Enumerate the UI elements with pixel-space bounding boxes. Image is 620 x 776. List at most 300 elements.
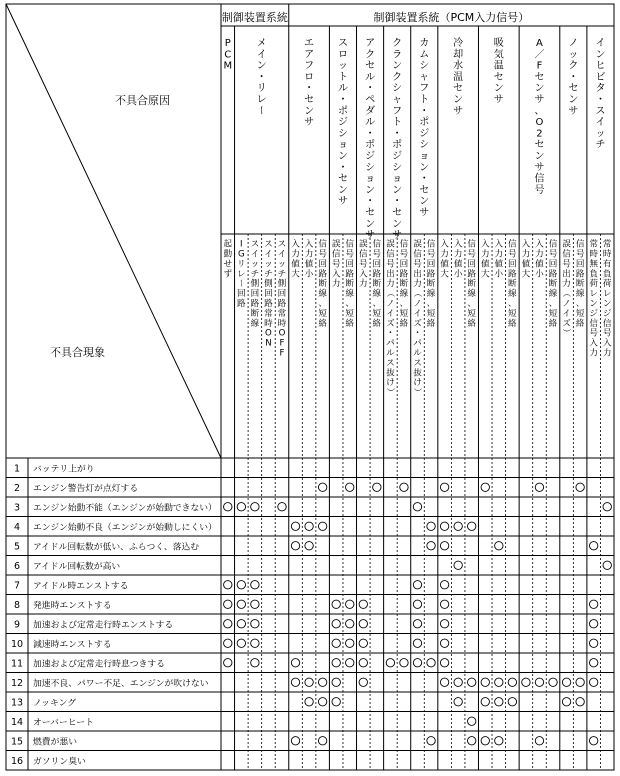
svg-text:時: 時 bbox=[264, 318, 273, 329]
row-phenomenon-label: エンジン始動不能（エンジンが始動できない） bbox=[33, 503, 217, 514]
svg-text:ト: ト bbox=[337, 71, 348, 83]
svg-text:路: 路 bbox=[345, 269, 355, 280]
mark-circle bbox=[468, 737, 476, 745]
svg-text:誤: 誤 bbox=[413, 239, 422, 250]
svg-text:サ: サ bbox=[365, 230, 376, 242]
svg-text:、: 、 bbox=[345, 299, 355, 309]
svg-text:サ: サ bbox=[534, 162, 545, 174]
svg-text:値: 値 bbox=[521, 259, 531, 270]
mark-circle bbox=[305, 678, 313, 686]
svg-text:断: 断 bbox=[548, 279, 558, 290]
svg-text:絡: 絡 bbox=[345, 318, 355, 329]
svg-text:ン: ン bbox=[304, 105, 315, 117]
svg-text:断: 断 bbox=[575, 279, 585, 290]
device-name-1 bbox=[255, 38, 267, 115]
svg-text:サ: サ bbox=[493, 94, 504, 106]
svg-text:線: 線 bbox=[575, 289, 585, 300]
svg-text:ズ: ズ bbox=[562, 318, 571, 329]
svg-text:入: 入 bbox=[494, 239, 504, 250]
mark-circle bbox=[549, 678, 557, 686]
svg-text:力: 力 bbox=[386, 279, 395, 290]
svg-text:号: 号 bbox=[345, 249, 355, 260]
svg-text:線: 線 bbox=[399, 289, 409, 300]
svg-text:O: O bbox=[265, 328, 272, 339]
svg-text:イ: イ bbox=[595, 38, 606, 49]
svg-text:入: 入 bbox=[589, 338, 598, 349]
svg-text:ラ: ラ bbox=[392, 49, 403, 61]
table-row bbox=[11, 677, 598, 689]
mark-circle bbox=[224, 600, 232, 608]
svg-text:値: 値 bbox=[304, 259, 314, 270]
mark-circle bbox=[454, 561, 462, 569]
svg-text:回: 回 bbox=[372, 259, 382, 270]
svg-text:線: 線 bbox=[426, 289, 436, 300]
row-number: 8 bbox=[13, 600, 21, 611]
svg-text:断: 断 bbox=[399, 279, 409, 290]
svg-text:断: 断 bbox=[467, 279, 477, 290]
svg-text:ン: ン bbox=[602, 299, 612, 309]
svg-text:ポ: ポ bbox=[337, 105, 348, 117]
mark-circle bbox=[386, 659, 394, 667]
svg-text:ル: ル bbox=[386, 348, 395, 359]
mark-circle bbox=[427, 542, 435, 550]
svg-text:シ: シ bbox=[392, 162, 403, 174]
svg-text:イ: イ bbox=[562, 308, 571, 319]
svg-text:2: 2 bbox=[536, 128, 543, 140]
cause-label-17 bbox=[454, 238, 463, 280]
svg-text:、: 、 bbox=[467, 299, 477, 309]
svg-text:絡: 絡 bbox=[548, 318, 558, 329]
svg-text:路: 路 bbox=[575, 269, 585, 280]
row-phenomenon-label: 加速不良、パワー不足、エンジンが吹けない bbox=[33, 679, 209, 689]
svg-text:シ: シ bbox=[419, 139, 430, 151]
device-name-7 bbox=[453, 36, 463, 117]
row-number: 1 bbox=[13, 463, 21, 475]
svg-text:断: 断 bbox=[318, 279, 327, 290]
svg-text:ョ: ョ bbox=[365, 173, 376, 185]
mark-circle bbox=[237, 581, 245, 589]
svg-text:・: ・ bbox=[568, 71, 579, 83]
svg-text:セ: セ bbox=[392, 207, 403, 219]
svg-text:絡: 絡 bbox=[508, 318, 517, 329]
mark-circle bbox=[278, 503, 286, 511]
mark-circle bbox=[413, 639, 421, 647]
mark-circle bbox=[495, 698, 503, 706]
svg-text:常: 常 bbox=[589, 239, 598, 250]
mark-circle bbox=[440, 600, 448, 608]
mark-circle bbox=[589, 678, 597, 686]
row-number: 14 bbox=[10, 717, 24, 728]
svg-text:ン: ン bbox=[419, 196, 430, 208]
svg-text:路: 路 bbox=[467, 269, 477, 280]
cause-label-18 bbox=[467, 238, 476, 329]
svg-text:小: 小 bbox=[535, 269, 544, 280]
svg-text:短: 短 bbox=[467, 308, 477, 319]
mark-circle bbox=[332, 600, 340, 608]
svg-text:セ: セ bbox=[419, 184, 430, 196]
svg-text:・: ・ bbox=[595, 94, 606, 106]
svg-text:大: 大 bbox=[521, 269, 531, 280]
svg-text:レ: レ bbox=[602, 289, 612, 300]
svg-text:エ: エ bbox=[304, 38, 315, 49]
svg-text:常: 常 bbox=[277, 308, 287, 319]
svg-text:側: 側 bbox=[250, 279, 260, 290]
svg-text:値: 値 bbox=[494, 259, 504, 270]
svg-text:ジ: ジ bbox=[602, 308, 612, 319]
mark-circle bbox=[427, 522, 435, 530]
svg-text:号: 号 bbox=[589, 328, 598, 339]
row-phenomenon-label: 加速および定常走行時エンストする bbox=[33, 620, 174, 631]
svg-text:サ: サ bbox=[568, 105, 579, 117]
svg-text:短: 短 bbox=[318, 308, 327, 319]
svg-text:（: （ bbox=[411, 288, 422, 298]
mark-circle bbox=[589, 639, 597, 647]
svg-text:ス: ス bbox=[250, 239, 260, 250]
svg-text:短: 短 bbox=[575, 308, 585, 319]
svg-text:線: 線 bbox=[467, 289, 477, 300]
svg-text:ン: ン bbox=[568, 94, 579, 106]
svg-text:ン: ン bbox=[392, 60, 403, 72]
svg-text:号: 号 bbox=[386, 259, 395, 270]
svg-text:ず: ず bbox=[223, 269, 233, 280]
svg-text:常: 常 bbox=[264, 308, 273, 319]
svg-text:信: 信 bbox=[372, 239, 382, 250]
table-row bbox=[11, 698, 584, 709]
svg-text:け: け bbox=[413, 378, 422, 389]
svg-text:ノ: ノ bbox=[562, 299, 571, 309]
mark-circle bbox=[440, 639, 448, 647]
svg-text:回: 回 bbox=[399, 259, 409, 270]
svg-text:ン: ン bbox=[337, 184, 348, 196]
mark-circle bbox=[224, 620, 232, 628]
table-row bbox=[11, 658, 598, 670]
cause-label-19 bbox=[481, 238, 490, 280]
cause-label-27 bbox=[589, 238, 599, 359]
svg-text:路: 路 bbox=[426, 269, 436, 280]
cause-label-0 bbox=[223, 238, 232, 280]
svg-text:ト: ト bbox=[419, 94, 430, 106]
mark-circle bbox=[589, 659, 597, 667]
svg-text:フ: フ bbox=[304, 60, 315, 72]
svg-text:ア: ア bbox=[304, 49, 315, 61]
svg-text:）: ） bbox=[560, 328, 571, 337]
mark-circle bbox=[224, 659, 232, 667]
svg-text:、: 、 bbox=[548, 299, 558, 309]
svg-text:値: 値 bbox=[291, 259, 300, 270]
svg-text:フ: フ bbox=[419, 83, 430, 95]
svg-text:小: 小 bbox=[453, 269, 463, 280]
svg-text:常: 常 bbox=[602, 239, 612, 250]
mark-circle bbox=[291, 737, 299, 745]
svg-text:時: 時 bbox=[589, 249, 598, 260]
svg-text:ペ: ペ bbox=[365, 94, 376, 106]
svg-text:セ: セ bbox=[365, 60, 376, 72]
row-phenomenon-label: 減速時エンストする bbox=[33, 640, 112, 650]
svg-text:ッ: ッ bbox=[337, 60, 348, 72]
svg-text:イ: イ bbox=[386, 308, 395, 319]
svg-text:、: 、 bbox=[318, 299, 327, 309]
svg-text:（: （ bbox=[384, 288, 395, 298]
svg-text:絡: 絡 bbox=[426, 318, 436, 329]
mark-circle bbox=[305, 522, 313, 530]
svg-text:力: 力 bbox=[413, 279, 422, 290]
svg-text:サ: サ bbox=[392, 230, 403, 242]
svg-text:力: 力 bbox=[358, 279, 368, 290]
svg-text:信: 信 bbox=[399, 239, 409, 250]
svg-text:ル: ル bbox=[413, 348, 422, 359]
svg-text:入: 入 bbox=[440, 239, 449, 250]
svg-text:路: 路 bbox=[277, 299, 287, 309]
device-name-9 bbox=[534, 38, 544, 196]
svg-text:時: 時 bbox=[277, 318, 287, 329]
svg-text:線: 線 bbox=[318, 289, 327, 300]
svg-text:力: 力 bbox=[535, 249, 544, 260]
svg-text:絡: 絡 bbox=[372, 318, 382, 329]
table-row bbox=[14, 482, 584, 494]
svg-text:・: ・ bbox=[337, 94, 348, 106]
mark-circle bbox=[440, 522, 448, 530]
mark-circle bbox=[413, 659, 421, 667]
svg-text:側: 側 bbox=[277, 279, 287, 290]
svg-text:短: 短 bbox=[372, 308, 382, 319]
mark-circle bbox=[440, 542, 448, 550]
row-number: 6 bbox=[13, 561, 21, 572]
mark-circle bbox=[318, 678, 326, 686]
svg-text:・: ・ bbox=[337, 162, 348, 174]
svg-text:値: 値 bbox=[535, 259, 544, 270]
svg-text:抜: 抜 bbox=[413, 368, 422, 379]
svg-text:ス: ス bbox=[264, 239, 273, 250]
svg-text:回: 回 bbox=[237, 289, 246, 300]
mark-circle bbox=[495, 678, 503, 686]
row-phenomenon-label: ガソリン臭い bbox=[33, 757, 86, 767]
svg-text:レ: レ bbox=[256, 94, 267, 106]
svg-text:チ: チ bbox=[277, 269, 287, 280]
svg-text:入: 入 bbox=[535, 239, 544, 250]
svg-text:パ: パ bbox=[386, 338, 395, 349]
table-row bbox=[14, 463, 95, 475]
svg-text:回: 回 bbox=[277, 289, 287, 300]
svg-text:ク: ク bbox=[568, 60, 579, 72]
mark-circle bbox=[291, 522, 299, 530]
row-number: 12 bbox=[10, 678, 24, 689]
row-number: 4 bbox=[13, 522, 21, 533]
row-phenomenon-label: アイドル回転数が低い、ふらつく、落込む bbox=[33, 542, 200, 553]
svg-text:パ: パ bbox=[413, 338, 422, 349]
svg-text:号: 号 bbox=[602, 328, 612, 339]
svg-text:線: 線 bbox=[548, 289, 558, 300]
svg-text:力: 力 bbox=[562, 279, 571, 290]
mark-circle bbox=[237, 600, 245, 608]
svg-text:信: 信 bbox=[602, 318, 612, 329]
cause-label-14 bbox=[411, 239, 422, 397]
table-row bbox=[14, 560, 611, 572]
svg-text:ン: ン bbox=[392, 218, 403, 230]
svg-text:P: P bbox=[224, 38, 231, 49]
mark-circle bbox=[237, 639, 245, 647]
svg-text:ン: ン bbox=[337, 151, 348, 162]
svg-text:ス: ス bbox=[595, 105, 606, 117]
mark-circle bbox=[481, 678, 489, 686]
svg-text:側: 側 bbox=[264, 279, 273, 290]
cause-label-20 bbox=[495, 238, 504, 280]
row-number: 5 bbox=[13, 541, 21, 553]
row-phenomenon-label: バッテリ上がり bbox=[33, 464, 95, 475]
cause-label-7 bbox=[318, 238, 327, 329]
svg-text:シ: シ bbox=[337, 128, 348, 140]
mark-circle bbox=[562, 698, 570, 706]
svg-text:絡: 絡 bbox=[318, 318, 327, 329]
mark-circle bbox=[589, 542, 597, 550]
svg-text:力: 力 bbox=[453, 249, 463, 260]
svg-text:セ: セ bbox=[453, 83, 464, 95]
svg-text:ジ: ジ bbox=[392, 151, 403, 162]
svg-text:路: 路 bbox=[250, 299, 260, 309]
svg-text:ン: ン bbox=[365, 218, 376, 230]
mark-circle bbox=[346, 659, 354, 667]
svg-text:断: 断 bbox=[372, 279, 382, 290]
svg-text:セ: セ bbox=[365, 207, 376, 219]
mark-circle bbox=[318, 737, 326, 745]
svg-text:ズ: ズ bbox=[386, 318, 395, 329]
svg-text:ン: ン bbox=[419, 162, 430, 174]
svg-text:誤: 誤 bbox=[386, 239, 395, 250]
device-name-10 bbox=[568, 38, 578, 117]
svg-text:力: 力 bbox=[521, 249, 531, 260]
svg-text:入: 入 bbox=[480, 239, 490, 250]
svg-text:力: 力 bbox=[304, 249, 314, 260]
svg-text:・: ・ bbox=[365, 128, 376, 140]
cause-label-1 bbox=[235, 240, 246, 309]
svg-text:、: 、 bbox=[534, 105, 545, 117]
svg-text:断: 断 bbox=[345, 279, 355, 290]
svg-text:負: 負 bbox=[589, 269, 598, 280]
svg-text:イ: イ bbox=[264, 249, 273, 260]
cause-label-10 bbox=[359, 239, 368, 290]
svg-text:セ: セ bbox=[337, 173, 348, 185]
mark-circle bbox=[305, 698, 313, 706]
svg-text:ッ: ッ bbox=[595, 128, 606, 140]
cause-label-24 bbox=[549, 238, 558, 329]
svg-text:荷: 荷 bbox=[602, 279, 612, 290]
svg-text:サ: サ bbox=[419, 207, 430, 219]
svg-text:ー: ー bbox=[235, 278, 246, 288]
svg-text:ッ: ッ bbox=[277, 259, 287, 270]
svg-text:号: 号 bbox=[331, 259, 341, 270]
svg-text:ジ: ジ bbox=[589, 308, 598, 319]
svg-text:負: 負 bbox=[602, 269, 612, 280]
svg-text:ン: ン bbox=[589, 299, 598, 309]
mark-circle bbox=[346, 639, 354, 647]
svg-text:路: 路 bbox=[318, 269, 327, 280]
svg-text:・: ・ bbox=[419, 173, 430, 185]
svg-text:サ: サ bbox=[453, 105, 464, 117]
mark-circle bbox=[359, 678, 367, 686]
mark-circle bbox=[481, 737, 489, 745]
svg-text:ル: ル bbox=[365, 71, 376, 83]
cause-label-11 bbox=[373, 238, 382, 329]
row-phenomenon-label: エンジン始動不良（エンジンが始動しにくい） bbox=[33, 523, 217, 533]
table-row bbox=[11, 736, 598, 748]
svg-text:ポ: ポ bbox=[419, 117, 430, 129]
svg-text:力: 力 bbox=[602, 348, 612, 359]
svg-text:気: 気 bbox=[493, 49, 504, 61]
cause-axis-label: 不具合原因 bbox=[115, 94, 170, 107]
svg-text:ト: ト bbox=[392, 117, 403, 129]
svg-text:ョ: ョ bbox=[392, 173, 403, 185]
mark-circle bbox=[440, 659, 448, 667]
svg-text:信: 信 bbox=[534, 173, 545, 185]
svg-text:入: 入 bbox=[304, 239, 314, 250]
svg-text:信: 信 bbox=[413, 249, 422, 260]
svg-text:・: ・ bbox=[365, 196, 376, 208]
svg-text:誤: 誤 bbox=[562, 239, 571, 250]
mark-circle bbox=[454, 522, 462, 530]
svg-text:大: 大 bbox=[480, 269, 490, 280]
device-name-6 bbox=[419, 37, 429, 219]
svg-text:ャ: ャ bbox=[419, 71, 430, 83]
svg-text:ス: ス bbox=[413, 358, 422, 369]
svg-text:線: 線 bbox=[250, 318, 260, 329]
svg-text:入: 入 bbox=[331, 269, 341, 280]
mark-circle bbox=[576, 678, 584, 686]
mark-circle bbox=[400, 659, 408, 667]
svg-text:入: 入 bbox=[521, 239, 531, 250]
svg-text:、: 、 bbox=[575, 299, 585, 309]
svg-text:ス: ス bbox=[386, 358, 395, 369]
svg-text:大: 大 bbox=[291, 269, 300, 280]
svg-text:値: 値 bbox=[453, 259, 463, 270]
table-row bbox=[11, 717, 476, 728]
device-name-3 bbox=[338, 38, 348, 207]
row-number: 11 bbox=[10, 658, 24, 670]
svg-text:M: M bbox=[223, 60, 233, 72]
mark-circle bbox=[603, 561, 611, 569]
mark-circle bbox=[400, 483, 408, 491]
svg-text:冷: 冷 bbox=[453, 38, 464, 49]
svg-text:け: け bbox=[386, 378, 395, 389]
svg-text:ク: ク bbox=[392, 71, 403, 83]
svg-text:セ: セ bbox=[493, 71, 504, 83]
cause-label-15 bbox=[427, 238, 436, 329]
svg-text:ジ: ジ bbox=[419, 128, 430, 140]
mark-circle bbox=[535, 737, 543, 745]
table-row bbox=[14, 502, 611, 514]
svg-text:回: 回 bbox=[575, 259, 585, 270]
svg-text:入: 入 bbox=[602, 338, 612, 349]
mark-circle bbox=[332, 659, 340, 667]
svg-text:ロ: ロ bbox=[337, 49, 348, 61]
svg-text:ノ: ノ bbox=[568, 38, 579, 49]
svg-text:ョ: ョ bbox=[419, 151, 430, 162]
svg-text:号: 号 bbox=[372, 249, 382, 260]
mark-circle bbox=[305, 542, 313, 550]
cause-label-22 bbox=[522, 238, 531, 280]
svg-text:ル: ル bbox=[337, 83, 348, 95]
device-name-2 bbox=[304, 38, 314, 128]
svg-text:絡: 絡 bbox=[575, 318, 585, 329]
svg-text:誤: 誤 bbox=[331, 239, 341, 250]
row-phenomenon-label: オーバーヒート bbox=[33, 718, 94, 728]
svg-text:セ: セ bbox=[304, 94, 315, 106]
svg-text:・: ・ bbox=[413, 328, 422, 339]
device-name-0 bbox=[223, 38, 232, 72]
svg-text:・: ・ bbox=[304, 83, 315, 95]
svg-text:C: C bbox=[224, 49, 232, 61]
row-phenomenon-label: アイドル時エンストする bbox=[33, 581, 129, 592]
cause-label-12 bbox=[384, 239, 395, 397]
svg-text:・: ・ bbox=[392, 196, 403, 208]
